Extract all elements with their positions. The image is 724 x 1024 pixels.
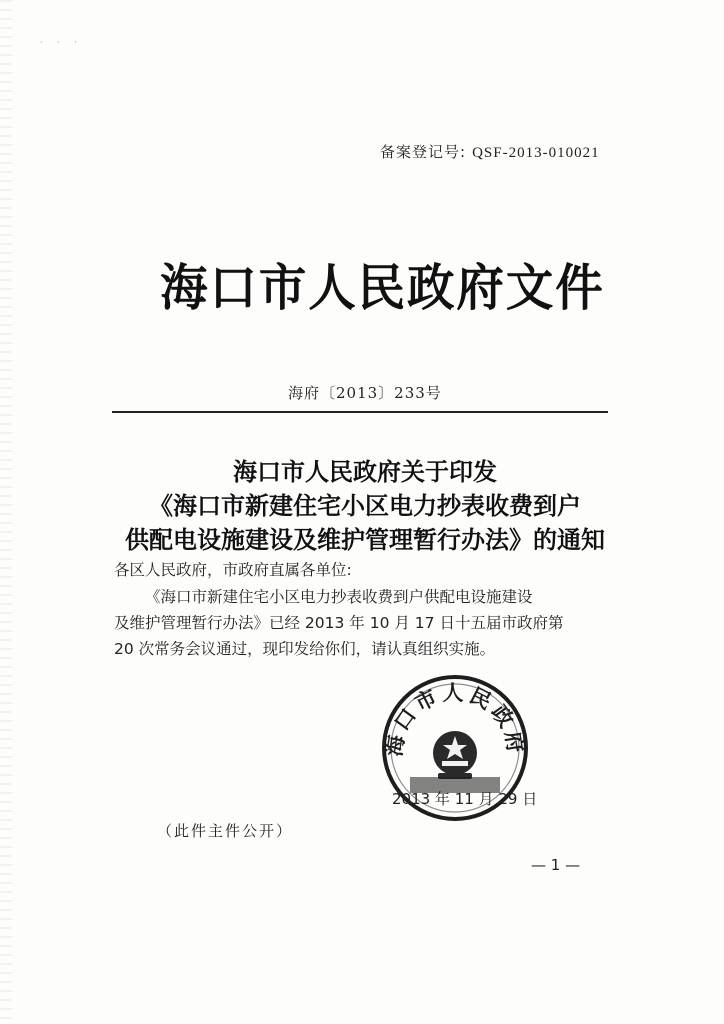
notice-heading xyxy=(100,455,630,557)
scan-corner-marks: · · · xyxy=(40,38,83,47)
notice-heading-line: 供配电设施建设及维护管理暂行办法》的通知 xyxy=(125,525,605,554)
document-number: 海府〔2013〕233号 xyxy=(288,384,442,402)
registration-line xyxy=(380,141,600,162)
body-line: 及维护管理暂行办法》已经 2013 年 10 月 17 日十五届市政府第 xyxy=(114,614,564,632)
notice-heading-line: 海口市人民政府关于印发 xyxy=(233,457,497,486)
page-number: — 1 — xyxy=(531,856,581,874)
national-emblem-icon xyxy=(433,731,477,779)
registration-number: QSF-2013-010021 xyxy=(472,145,600,161)
notice-body xyxy=(114,584,614,662)
issue-date: 2013 年 11 月 29 日 xyxy=(392,790,538,808)
seal-text: 海口市人民政府 xyxy=(381,681,529,759)
header-divider xyxy=(112,411,608,413)
document-title: 海口市人民政府文件 xyxy=(160,258,605,317)
public-note: （此件主件公开） xyxy=(157,822,294,840)
scan-edge-noise xyxy=(0,0,12,1024)
notice-heading-line: 《海口市新建住宅小区电力抄表收费到户 xyxy=(149,491,581,520)
body-line: 《海口市新建住宅小区电力抄表收费到户供配电设施建设 xyxy=(145,588,533,606)
salutation: 各区人民政府，市政府直属各单位: xyxy=(114,561,352,579)
body-line: 20 次常务会议通过，现印发给你们，请认真组织实施。 xyxy=(114,640,496,658)
registration-label: 备案登记号: xyxy=(380,143,467,161)
